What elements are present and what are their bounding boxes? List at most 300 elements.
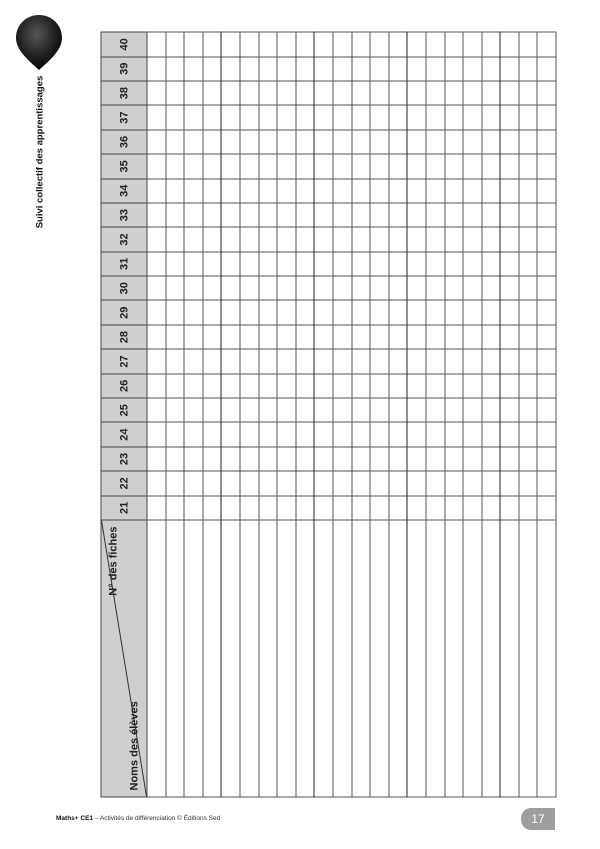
tracking-cell: [184, 80, 203, 104]
column-number-21: 21: [101, 495, 147, 519]
tracking-cell: [537, 349, 556, 373]
tracking-cell: [332, 471, 351, 495]
tracking-cell: [537, 32, 556, 56]
tracking-cell: [277, 471, 296, 495]
tracking-cell: [537, 471, 556, 495]
tracking-cell: [351, 105, 370, 129]
tracking-cell: [370, 398, 389, 422]
tracking-cell: [463, 398, 482, 422]
tracking-cell: [295, 32, 314, 56]
tracking-cell: [481, 32, 500, 56]
tracking-cell: [388, 202, 407, 226]
tracking-cell: [165, 349, 184, 373]
tracking-cell: [407, 251, 426, 275]
tracking-cell: [258, 422, 277, 446]
tracking-cell: [332, 446, 351, 470]
tracking-cell: [463, 32, 482, 56]
tracking-cell: [314, 422, 333, 446]
column-number-28: 28: [101, 324, 147, 348]
tracking-cell: [388, 227, 407, 251]
tracking-cell: [444, 300, 463, 324]
column-number-32: 32: [101, 227, 147, 251]
student-row: [351, 32, 370, 797]
tracking-cell: [165, 471, 184, 495]
tracking-cell: [295, 276, 314, 300]
tracking-cell: [239, 80, 258, 104]
tracking-cell: [147, 324, 166, 348]
tracking-cell: [332, 154, 351, 178]
tracking-cell: [295, 495, 314, 519]
tracking-cell: [500, 105, 519, 129]
tracking-cell: [239, 398, 258, 422]
tracking-cell: [295, 251, 314, 275]
tracking-cell: [202, 178, 221, 202]
student-row: [221, 32, 240, 797]
tracking-cell: [147, 349, 166, 373]
tracking-cell: [184, 495, 203, 519]
column-number-25: 25: [101, 398, 147, 422]
tracking-cell: [258, 373, 277, 397]
tracking-cell: [537, 154, 556, 178]
tracking-cell: [425, 300, 444, 324]
tracking-cell: [184, 349, 203, 373]
student-name-cell: [425, 520, 444, 797]
tracking-cell: [425, 398, 444, 422]
tracking-cell: [425, 276, 444, 300]
header-bottom-label: Noms des élèves: [128, 700, 140, 790]
tracking-cell: [332, 178, 351, 202]
tracking-cell: [370, 202, 389, 226]
tracking-cell: [184, 373, 203, 397]
tracking-cell: [314, 227, 333, 251]
tracking-cell: [388, 446, 407, 470]
tracking-cell: [463, 373, 482, 397]
tracking-cell: [258, 56, 277, 80]
tracking-cell: [481, 324, 500, 348]
tracking-cell: [184, 105, 203, 129]
tracking-cell: [258, 154, 277, 178]
tracking-cell: [239, 495, 258, 519]
tracking-cell: [500, 349, 519, 373]
column-number-35: 35: [101, 154, 147, 178]
tracking-cell: [314, 80, 333, 104]
student-row: [239, 32, 258, 797]
tracking-cell: [425, 178, 444, 202]
tracking-cell: [518, 422, 537, 446]
tracking-cell: [314, 56, 333, 80]
tracking-cell: [537, 56, 556, 80]
tracking-cell: [239, 105, 258, 129]
tracking-cell: [537, 373, 556, 397]
student-row: [314, 32, 333, 797]
tracking-cell: [202, 154, 221, 178]
tracking-cell: [407, 373, 426, 397]
tracking-cell: [463, 495, 482, 519]
tracking-cell: [370, 80, 389, 104]
tracking-cell: [258, 300, 277, 324]
student-row: [370, 32, 389, 797]
tracking-cell: [463, 129, 482, 153]
tracking-cell: [221, 398, 240, 422]
tracking-cell: [165, 251, 184, 275]
tracking-cell: [258, 202, 277, 226]
tracking-cell: [147, 471, 166, 495]
tracking-cell: [202, 422, 221, 446]
tracking-cell: [444, 324, 463, 348]
tracking-cell: [500, 446, 519, 470]
tracking-cell: [444, 32, 463, 56]
tracking-cell: [258, 129, 277, 153]
tracking-cell: [295, 349, 314, 373]
tracking-cell: [425, 129, 444, 153]
tracking-cell: [481, 446, 500, 470]
tracking-cell: [500, 251, 519, 275]
tracking-cell: [425, 80, 444, 104]
tracking-cell: [332, 105, 351, 129]
tracking-cell: [221, 349, 240, 373]
tracking-cell: [537, 227, 556, 251]
tracking-cell: [481, 471, 500, 495]
tracking-cell: [258, 495, 277, 519]
tracking-cell: [500, 154, 519, 178]
tracking-cell: [258, 276, 277, 300]
student-name-cell: [481, 520, 500, 797]
tracking-cell: [518, 80, 537, 104]
tracking-cell: [184, 129, 203, 153]
tracking-cell: [388, 373, 407, 397]
tracking-cell: [147, 276, 166, 300]
tracking-cell: [221, 300, 240, 324]
tracking-cell: [314, 32, 333, 56]
tracking-cell: [239, 227, 258, 251]
tracking-cell: [332, 373, 351, 397]
tracking-cell: [388, 129, 407, 153]
tracking-cell: [500, 80, 519, 104]
tracking-cell: [518, 202, 537, 226]
student-name-cell: [370, 520, 389, 797]
tracking-cell: [221, 495, 240, 519]
tracking-cell: [184, 202, 203, 226]
tracking-cell: [314, 129, 333, 153]
student-name-cell: [332, 520, 351, 797]
tracking-cell: [332, 80, 351, 104]
tracking-cell: [444, 422, 463, 446]
tracking-cell: [537, 178, 556, 202]
column-number-29: 29: [101, 300, 147, 324]
tracking-cell: [425, 154, 444, 178]
tracking-cell: [277, 105, 296, 129]
tracking-cell: [314, 324, 333, 348]
tracking-cell: [239, 251, 258, 275]
student-row: [444, 32, 463, 797]
header-corner-cell: [101, 520, 147, 797]
tracking-cell: [444, 251, 463, 275]
student-name-cell: [314, 520, 333, 797]
tracking-cell: [277, 129, 296, 153]
tracking-cell: [444, 178, 463, 202]
tracking-cell: [277, 349, 296, 373]
tracking-cell: [351, 202, 370, 226]
tracking-cell: [258, 80, 277, 104]
tracking-cell: [202, 471, 221, 495]
tracking-cell: [221, 251, 240, 275]
header-top-label: N° des fiches: [107, 526, 119, 596]
tracking-cell: [332, 129, 351, 153]
column-number-37: 37: [101, 105, 147, 129]
tracking-cell: [258, 446, 277, 470]
tracking-cell: [370, 324, 389, 348]
tracking-cell: [407, 80, 426, 104]
tracking-cell: [388, 398, 407, 422]
tracking-cell: [370, 105, 389, 129]
tracking-cell: [518, 349, 537, 373]
tracking-cell: [425, 251, 444, 275]
tracking-cell: [258, 178, 277, 202]
tracking-cell: [202, 324, 221, 348]
tracking-cell: [425, 471, 444, 495]
tracking-cell: [277, 300, 296, 324]
tracking-cell: [407, 276, 426, 300]
tracking-cell: [481, 202, 500, 226]
tracking-cell: [295, 422, 314, 446]
tracking-cell: [202, 202, 221, 226]
tracking-cell: [370, 276, 389, 300]
tracking-cell: [184, 32, 203, 56]
tracking-cell: [295, 202, 314, 226]
tracking-cell: [537, 105, 556, 129]
tracking-cell: [221, 154, 240, 178]
student-row: [184, 32, 203, 797]
student-name-cell: [165, 520, 184, 797]
student-name-cell: [518, 520, 537, 797]
tracking-cell: [258, 471, 277, 495]
tracking-cell: [518, 324, 537, 348]
student-row: [295, 32, 314, 797]
tracking-cell: [500, 398, 519, 422]
tracking-cell: [351, 373, 370, 397]
tracking-cell: [239, 373, 258, 397]
tracking-cell: [314, 349, 333, 373]
tracking-cell: [481, 56, 500, 80]
tracking-cell: [258, 105, 277, 129]
tracking-cell: [351, 129, 370, 153]
tracking-cell: [351, 80, 370, 104]
tracking-cell: [370, 227, 389, 251]
tracking-cell: [165, 56, 184, 80]
tracking-cell: [481, 276, 500, 300]
tracking-cell: [332, 32, 351, 56]
tracking-cell: [370, 446, 389, 470]
tracking-cell: [388, 154, 407, 178]
tracking-cell: [388, 495, 407, 519]
tracking-cell: [184, 227, 203, 251]
tracking-cell: [314, 202, 333, 226]
tracking-cell: [202, 32, 221, 56]
tracking-cell: [202, 495, 221, 519]
tracking-cell: [239, 56, 258, 80]
tracking-cell: [425, 227, 444, 251]
tracking-cell: [165, 422, 184, 446]
student-row: [500, 32, 519, 797]
tracking-cell: [165, 495, 184, 519]
tracking-cell: [407, 32, 426, 56]
tracking-cell: [165, 446, 184, 470]
tracking-cell: [444, 202, 463, 226]
tracking-cell: [165, 80, 184, 104]
tracking-cell: [370, 495, 389, 519]
tracking-cell: [258, 349, 277, 373]
tracking-cell: [481, 349, 500, 373]
tracking-cell: [351, 398, 370, 422]
student-name-cell: [351, 520, 370, 797]
tracking-cell: [332, 495, 351, 519]
column-number-30: 30: [101, 276, 147, 300]
tracking-cell: [314, 276, 333, 300]
tracking-cell: [444, 349, 463, 373]
tracking-cell: [165, 398, 184, 422]
tracking-cell: [202, 105, 221, 129]
tracking-cell: [221, 276, 240, 300]
tracking-cell: [351, 422, 370, 446]
tracking-cell: [388, 471, 407, 495]
tracking-cell: [481, 154, 500, 178]
tracking-cell: [500, 129, 519, 153]
tracking-cell: [481, 495, 500, 519]
tracking-cell: [425, 373, 444, 397]
tracking-cell: [277, 202, 296, 226]
tracking-cell: [500, 422, 519, 446]
tracking-cell: [258, 398, 277, 422]
tracking-cell: [332, 324, 351, 348]
tracking-cell: [537, 324, 556, 348]
tracking-cell: [147, 80, 166, 104]
tracking-cell: [388, 80, 407, 104]
tracking-cell: [239, 276, 258, 300]
tracking-cell: [239, 324, 258, 348]
tracking-cell: [444, 373, 463, 397]
tracking-cell: [277, 324, 296, 348]
tracking-cell: [518, 178, 537, 202]
column-number-22: 22: [101, 471, 147, 495]
column-number-39: 39: [101, 56, 147, 80]
tracking-cell: [295, 373, 314, 397]
tracking-cell: [500, 227, 519, 251]
tracking-cell: [221, 129, 240, 153]
tracking-cell: [165, 202, 184, 226]
student-name-cell: [147, 520, 166, 797]
tracking-cell: [407, 398, 426, 422]
tracking-cell: [202, 80, 221, 104]
tracking-cell: [425, 202, 444, 226]
tracking-cell: [295, 398, 314, 422]
student-row: [537, 32, 556, 797]
tracking-cell: [239, 202, 258, 226]
column-number-38: 38: [101, 80, 147, 104]
tracking-cell: [537, 398, 556, 422]
tracking-cell: [221, 446, 240, 470]
student-row: [425, 32, 444, 797]
tracking-cell: [314, 495, 333, 519]
tracking-cell: [537, 300, 556, 324]
tracking-cell: [407, 227, 426, 251]
tracking-cell: [277, 178, 296, 202]
tracking-cell: [147, 495, 166, 519]
tracking-cell: [388, 251, 407, 275]
tracking-cell: [184, 324, 203, 348]
tracking-cell: [258, 227, 277, 251]
tracking-cell: [221, 422, 240, 446]
tracking-cell: [277, 495, 296, 519]
tracking-cell: [221, 56, 240, 80]
tracking-cell: [351, 446, 370, 470]
tracking-cell: [537, 202, 556, 226]
tracking-cell: [295, 300, 314, 324]
tracking-cell: [481, 251, 500, 275]
footer-brand: Maths+ CE1: [56, 815, 94, 822]
tracking-cell: [184, 276, 203, 300]
tracking-cell: [351, 349, 370, 373]
tracking-cell: [518, 446, 537, 470]
tracking-cell: [463, 446, 482, 470]
tracking-cell: [332, 227, 351, 251]
tracking-cell: [332, 276, 351, 300]
tracking-cell: [370, 154, 389, 178]
tracking-cell: [370, 471, 389, 495]
tracking-cell: [500, 276, 519, 300]
tracking-cell: [147, 129, 166, 153]
tracking-cell: [407, 154, 426, 178]
tracking-cell: [277, 251, 296, 275]
student-row: [332, 32, 351, 797]
tracking-cell: [518, 56, 537, 80]
tracking-cell: [537, 495, 556, 519]
tracking-cell: [370, 422, 389, 446]
tracking-cell: [239, 446, 258, 470]
tracking-cell: [463, 56, 482, 80]
tracking-cell: [239, 129, 258, 153]
tracking-cell: [147, 373, 166, 397]
tracking-cell: [202, 300, 221, 324]
tracking-cell: [481, 80, 500, 104]
student-row: [463, 32, 482, 797]
tracking-cell: [221, 373, 240, 397]
tracking-cell: [202, 56, 221, 80]
tracking-cell: [277, 398, 296, 422]
tracking-cell: [165, 32, 184, 56]
tracking-cell: [314, 398, 333, 422]
tracking-cell: [165, 227, 184, 251]
tracking-cell: [500, 202, 519, 226]
tracking-cell: [463, 178, 482, 202]
column-number-27: 27: [101, 349, 147, 373]
tracking-cell: [221, 227, 240, 251]
tracking-cell: [463, 471, 482, 495]
column-number-33: 33: [101, 202, 147, 226]
tracking-cell: [351, 178, 370, 202]
tracking-cell: [295, 129, 314, 153]
tracking-cell: [518, 32, 537, 56]
tracking-cell: [221, 178, 240, 202]
tracking-cell: [481, 422, 500, 446]
tracking-cell: [351, 495, 370, 519]
tracking-cell: [444, 80, 463, 104]
column-number-24: 24: [101, 422, 147, 446]
tracking-cell: [370, 32, 389, 56]
tracking-cell: [500, 373, 519, 397]
student-name-cell: [388, 520, 407, 797]
tracking-cell: [481, 105, 500, 129]
tracking-cell: [147, 178, 166, 202]
